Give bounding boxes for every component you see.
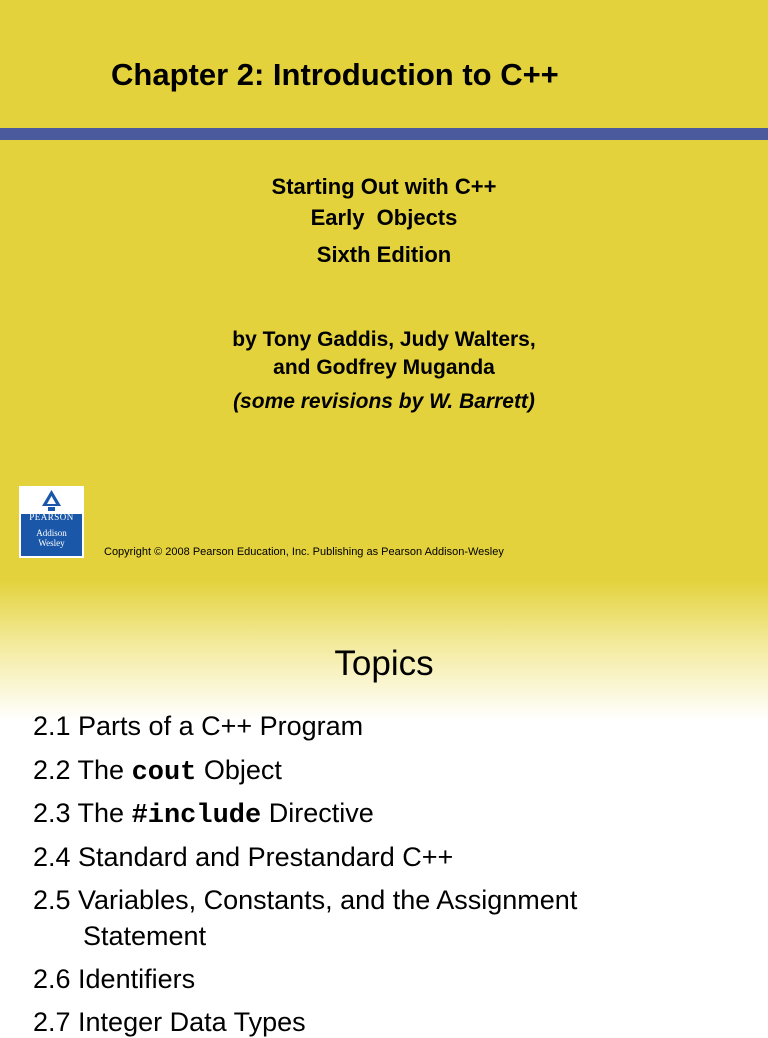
topic-2-2-suffix: Object	[196, 755, 282, 785]
topic-2-5-continued: Statement	[83, 921, 207, 951]
book-title: Starting Out with C++	[271, 174, 497, 199]
topic-2-6: 2.6 Identifiers	[33, 964, 196, 994]
pearson-logo-mark	[21, 488, 82, 514]
logo-imprint-line-2: Wesley	[38, 538, 65, 548]
topic-2-3-code: #include	[131, 801, 262, 831]
topic-2-3	[33, 798, 374, 831]
topic-2-3-suffix: Directive	[261, 798, 374, 828]
authors-line-2: and Godfrey Muganda	[273, 356, 495, 379]
logo-brand-text: PEARSON	[29, 512, 74, 522]
topic-2-1: 2.1 Parts of a C++ Program	[33, 711, 364, 741]
divider-bar	[0, 128, 768, 140]
logo-imprint-line-1: Addison	[36, 528, 67, 538]
topic-2-2	[33, 755, 282, 788]
chapter-title: Chapter 2: Introduction to C++	[111, 57, 559, 92]
revisions-note: (some revisions by W. Barrett)	[233, 390, 535, 413]
logo-imprint	[21, 528, 82, 548]
topic-2-2-code: cout	[131, 758, 197, 788]
topics-title: Topics	[334, 644, 434, 683]
pearson-logo	[19, 486, 84, 558]
copyright-text: Copyright © 2008 Pearson Education, Inc. Publishing as Pearson Addison-Wesley	[104, 546, 504, 558]
topic-2-3-prefix: 2.3 The	[33, 798, 132, 828]
topic-2-4: 2.4 Standard and Prestandard C++	[33, 842, 454, 872]
book-subtitle: Early Objects	[310, 205, 458, 230]
topic-2-2-prefix: 2.2 The	[33, 755, 132, 785]
book-edition: Sixth Edition	[316, 242, 452, 267]
topic-2-5: 2.5 Variables, Constants, and the Assignment	[33, 885, 578, 915]
topic-2-7: 2.7 Integer Data Types	[33, 1007, 306, 1037]
authors-line-1: by Tony Gaddis, Judy Walters,	[232, 328, 536, 351]
